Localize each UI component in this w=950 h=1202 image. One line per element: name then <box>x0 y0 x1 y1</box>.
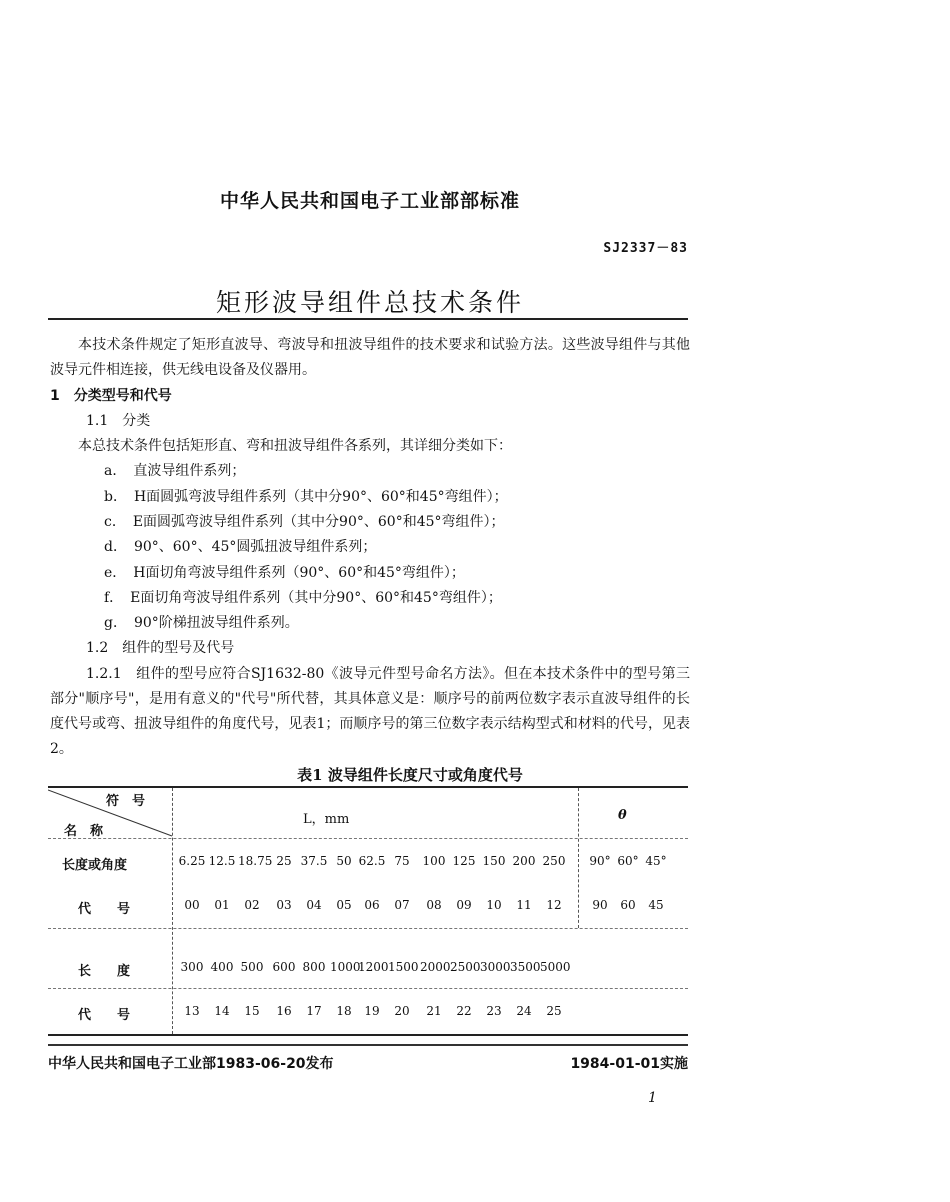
section-1-2-heading: 1.2 组件的型号及代号 <box>86 640 235 656</box>
length-angle-cell: 12.5 <box>208 854 236 868</box>
effective-date: 1984-01-01实施 <box>570 1056 688 1072</box>
code-cell: 45 <box>648 898 664 912</box>
length-angle-cell: 50 <box>336 854 352 868</box>
length-angle-cell: 62.5 <box>358 854 386 868</box>
row-label-code: 代 号 <box>78 902 131 917</box>
length-cell: 1000 <box>330 960 361 974</box>
list-item-b: b． H面圆弧弯波导组件系列（其中分90°、60°和45°弯组件）； <box>104 489 508 505</box>
section-1-2-1-paragraph: 1.2.1 组件的型号应符合SJ1632-80《波导元件型号命名方法》。但在本技术条件中的型号第三部分"顺序号"，是用有意义的"代号"所代替，其具体意义是：顺序号的前两位数字表示直波导组件的长度代号或弯、扭波导组件的角度代号，见表1；而顺序号的第三位数字表示结构型式和材料的代号，见表2。 <box>50 666 690 757</box>
code-cell: 12 <box>546 898 562 912</box>
length-cell: 3500 <box>510 960 541 974</box>
title-rule <box>48 318 688 320</box>
code-2-cell: 24 <box>516 1004 532 1018</box>
code-cell: 01 <box>214 898 230 912</box>
code-cell: 05 <box>336 898 352 912</box>
code-2-cell: 17 <box>306 1004 322 1018</box>
code-cell: 00 <box>184 898 200 912</box>
header-length-mm: L，mm <box>303 812 350 827</box>
code-cell: 08 <box>426 898 442 912</box>
row-label-code-2: 代 号 <box>78 1008 131 1023</box>
length-cell: 300 <box>180 960 204 974</box>
publication-info: 中华人民共和国电子工业部1983-06-20发布 <box>48 1056 334 1072</box>
length-angle-cell: 250 <box>542 854 566 868</box>
issuing-organization: 中华人民共和国电子工业部部标准 <box>219 190 520 212</box>
length-cell: 5000 <box>540 960 571 974</box>
code-cell: 10 <box>486 898 502 912</box>
section-1-heading: 1 分类型号和代号 <box>50 388 172 404</box>
code-2-cell: 13 <box>184 1004 200 1018</box>
table-1 <box>48 786 688 1036</box>
length-cell: 1200 <box>358 960 389 974</box>
length-angle-cell: 100 <box>422 854 446 868</box>
length-cell: 400 <box>210 960 234 974</box>
code-2-cell: 22 <box>456 1004 472 1018</box>
length-cell: 2500 <box>450 960 481 974</box>
lower-divider <box>48 988 688 989</box>
length-angle-cell: 37.5 <box>300 854 328 868</box>
code-2-cell: 18 <box>336 1004 352 1018</box>
code-2-cell: 19 <box>364 1004 380 1018</box>
row-label-length: 长 度 <box>78 964 131 979</box>
length-cell: 2000 <box>420 960 451 974</box>
length-angle-cell: 90° <box>589 854 611 868</box>
length-angle-cell: 200 <box>512 854 536 868</box>
corner-header-symbol: 符 号 <box>106 794 146 809</box>
standard-number: SJ2337－83 <box>603 241 688 256</box>
length-angle-cell: 75 <box>394 854 410 868</box>
section-1-1-text: 本总技术条件包括矩形直、弯和扭波导组件各系列，其详细分类如下： <box>78 438 512 454</box>
list-item-a: a． 直波导组件系列； <box>104 463 246 479</box>
list-item-f: f． E面切角弯波导组件系列（其中分90°、60°和45°弯组件）； <box>104 590 502 606</box>
length-cell: 1500 <box>388 960 419 974</box>
code-cell: 03 <box>276 898 292 912</box>
code-cell: 04 <box>306 898 322 912</box>
length-angle-cell: 25 <box>276 854 292 868</box>
length-cell: 3000 <box>480 960 511 974</box>
document-title: 矩形波导组件总技术条件 <box>215 288 524 317</box>
header-angle-theta: θ <box>618 808 627 823</box>
length-cell: 600 <box>272 960 296 974</box>
length-angle-cell: 60° <box>617 854 639 868</box>
length-cell: 800 <box>302 960 326 974</box>
length-angle-cell: 6.25 <box>178 854 206 868</box>
mid-divider <box>48 928 688 929</box>
code-2-cell: 16 <box>276 1004 292 1018</box>
section-1-1-heading: 1.1 分类 <box>86 413 151 429</box>
length-angle-cell: 125 <box>452 854 476 868</box>
page-number: 1 <box>648 1090 657 1106</box>
code-cell: 11 <box>516 898 532 912</box>
code-2-cell: 15 <box>244 1004 260 1018</box>
length-angle-cell: 150 <box>482 854 506 868</box>
code-cell: 07 <box>394 898 410 912</box>
code-cell: 60 <box>620 898 636 912</box>
code-2-cell: 25 <box>546 1004 562 1018</box>
corner-header-name: 名 称 <box>64 824 104 839</box>
angle-column-divider <box>578 788 579 928</box>
length-angle-cell: 45° <box>645 854 667 868</box>
length-cell: 500 <box>240 960 264 974</box>
code-2-cell: 23 <box>486 1004 502 1018</box>
footer-rule <box>48 1044 688 1046</box>
row-label-length-angle: 长度或角度 <box>62 858 128 873</box>
label-column-divider <box>172 788 173 1034</box>
list-item-c: c． E面圆弧弯波导组件系列（其中分90°、60°和45°弯组件）； <box>104 514 505 530</box>
code-2-cell: 20 <box>394 1004 410 1018</box>
code-2-cell: 21 <box>426 1004 442 1018</box>
length-angle-cell: 18.75 <box>238 854 273 868</box>
list-item-d: d． 90°、60°、45°圆弧扭波导组件系列； <box>104 539 377 555</box>
list-item-g: g． 90°阶梯扭波导组件系列。 <box>104 615 299 631</box>
code-cell: 90 <box>592 898 608 912</box>
code-cell: 02 <box>244 898 260 912</box>
table-caption: 表1 波导组件长度尺寸或角度代号 <box>297 766 523 784</box>
list-item-e: e． H面切角弯波导组件系列（90°、60°和45°弯组件）； <box>104 565 465 581</box>
code-cell: 06 <box>364 898 380 912</box>
code-cell: 09 <box>456 898 472 912</box>
header-divider <box>48 838 688 839</box>
code-2-cell: 14 <box>214 1004 230 1018</box>
intro-paragraph: 本技术条件规定了矩形直波导、弯波导和扭波导组件的技术要求和试验方法。这些波导组件与其他波导元件相连接，供无线电设备及仪器用。 <box>50 337 690 378</box>
